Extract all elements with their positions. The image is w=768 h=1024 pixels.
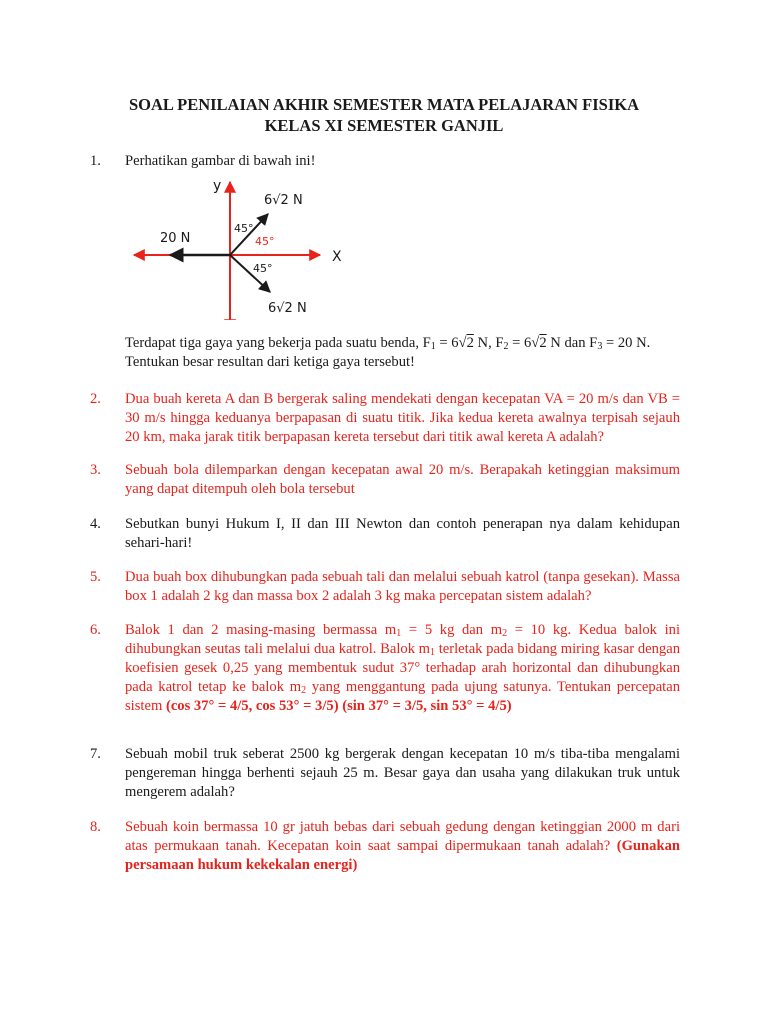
question-1-instruction: Tentukan besar resultan dari ketiga gaya tersebut!: [125, 354, 415, 370]
question-hint: (cos 37° = 4/5, cos 53° = 3/5) (sin 37° = 3/5, sin 53° = 4/5): [165, 698, 512, 714]
question-1-text: Terdapat tiga gaya yang bekerja pada suatu benda, $F_1 = 6√2$ N, $F_2 = 6√2$ N dan $F_3 = 20$ N.: [125, 335, 651, 352]
force-left-label: 20 N: [160, 231, 191, 246]
question-text: Sebuah koin bermassa 10 gr jatuh bebas dari sebuah gedung dengan ketinggian 2000 m dari atas permukaan tanah. Kecepatan koin saat sampai dipermukaan tanah adalah? (Gunakan persamaan hukum kekekalan energi): [125, 819, 680, 873]
question-number: 8.: [90, 819, 101, 835]
question-2: [90, 390, 680, 447]
title-line-1: SOAL PENILAIAN AKHIR SEMESTER MATA PELAJARAN FISIKA: [128, 95, 640, 114]
question-4: [90, 515, 680, 553]
angle-bottom-label: 45°: [253, 262, 273, 275]
question-text: Dua buah kereta A dan B bergerak saling mendekati dengan kecepatan VA = 20 m/s dan VB = 30 m/s hingga keduanya berpapasan di suatu titik. Jika kedua kereta awalnya terpisah sejauh 20 km, maka jarak titik berpapasan kereta tersebut dari titik awal kereta A adalah?: [125, 391, 680, 445]
question-number: 5.: [90, 569, 101, 585]
question-text: Sebuah bola dilemparkan dengan kecepatan awal 20 m/s. Berapakah ketinggian maksimum yang dapat ditempuh oleh bola tersebut: [125, 462, 680, 497]
question-text: Dua buah box dihubungkan pada sebuah tali dan melalui sebuah katrol (tanpa gesekan). Massa box 1 adalah 2 kg dan massa box 2 adalah 3 kg maka percepatan sistem adalah?: [125, 569, 680, 604]
question-number: 6.: [90, 622, 101, 638]
x-axis-label: X: [332, 249, 342, 265]
question-5: [90, 568, 680, 606]
page-title: [0, 94, 768, 136]
question-1: [90, 152, 680, 171]
angle-mid-label: 45°: [255, 235, 275, 248]
question-6: [90, 621, 680, 716]
question-intro: Perhatikan gambar di bawah ini!: [125, 153, 316, 169]
question-7: [90, 745, 680, 802]
question-text: Sebuah mobil truk seberat 2500 kg bergerak dengan kecepatan 10 m/s tiba-tiba mengalami pengereman hingga berhenti sejauh 25 m. Besar gaya dan usaha yang dilakukan truk untuk mengerem adalah?: [125, 746, 680, 800]
question-number: 3.: [90, 462, 101, 478]
question-text: Sebutkan bunyi Hukum I, II dan III Newton dan contoh penerapan nya dalam kehidupan sehari-hari!: [125, 516, 680, 551]
question-hint: (Gunakan persamaan hukum kekekalan energi): [125, 838, 680, 873]
question-number: 7.: [90, 746, 101, 762]
question-number: 2.: [90, 391, 101, 407]
title-line-2: KELAS XI SEMESTER GANJIL: [264, 116, 504, 135]
question-number: 4.: [90, 516, 101, 532]
question-1-body: [90, 334, 680, 372]
question-3: [90, 461, 680, 499]
force-top-label: 6√2 N: [264, 193, 303, 208]
y-axis-label: y: [213, 178, 222, 194]
question-text: Balok 1 dan 2 masing-masing bermassa $m_1 = 5$ kg dan $m_2 = 10$ kg. Kedua balok ini dihubungkan seutas tali melalui dua katrol. Balok $m_1$ terletak pada bidang miring kasar dengan koefisien gesek 0,25 yang membentuk sudut 37° terhadap arah horizontal dan dihubungkan pada katrol tetap ke balok $m_2$ yang menggantung pada ujung satunya. Tentukan percepatan sistem (cos 37° = 4/5, cos 53° = 3/5) (sin 37° = 3/5, sin 53° = 4/5): [125, 622, 680, 714]
question-8: [90, 818, 680, 875]
question-number: 1.: [90, 153, 101, 169]
force-diagram: [120, 170, 360, 320]
angle-top-label: 45°: [234, 222, 254, 235]
force-bottom-label: 6√2 N: [268, 301, 307, 316]
